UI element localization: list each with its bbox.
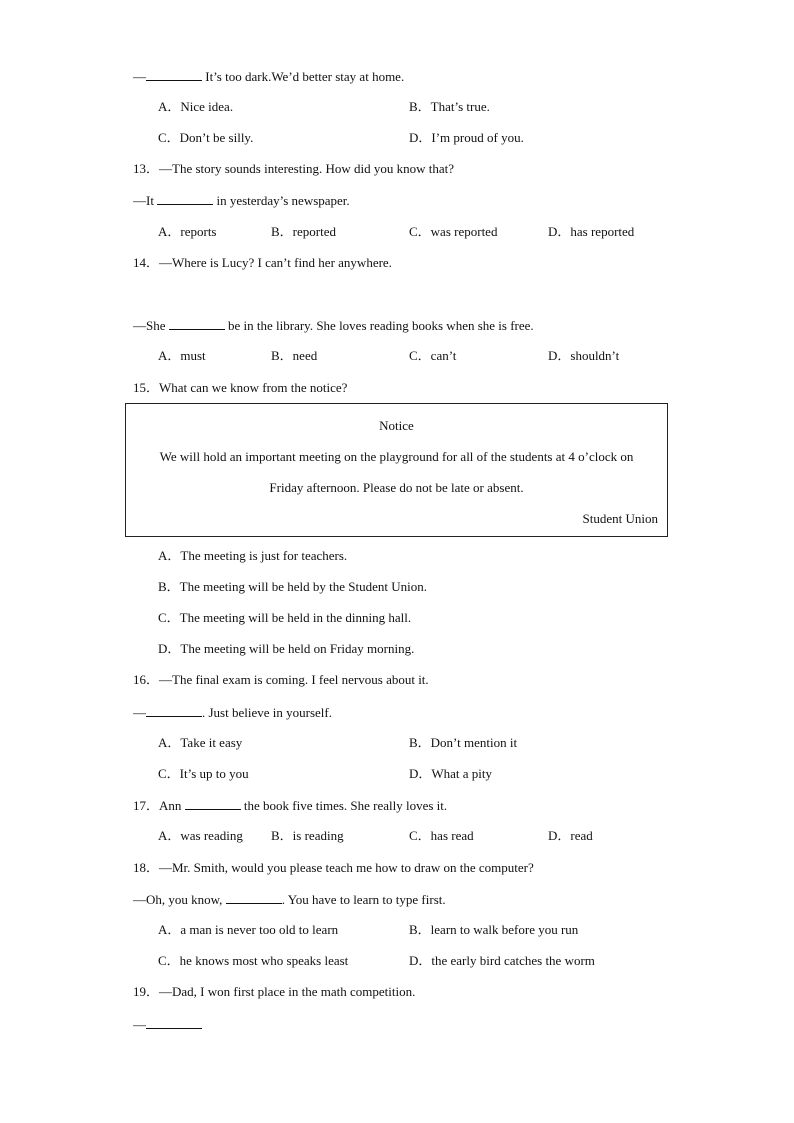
q17-option-b[interactable]: B．is reading [271, 828, 344, 843]
q13-option-b[interactable]: B．reported [271, 224, 336, 239]
q13-option-a[interactable]: A．reports [158, 224, 217, 239]
q16-option-b[interactable]: B．Don’t mention it [409, 735, 518, 750]
q16-question: 16．—The final exam is coming. I feel nervous about it. [133, 672, 429, 687]
q14-option-d[interactable]: D．shouldn’t [548, 348, 620, 363]
q14-question: 14．—Where is Lucy? I can’t find her anywhere. [133, 255, 392, 270]
q19-blank[interactable] [146, 1016, 202, 1029]
q17-question-prefix: 17．Ann [133, 798, 185, 813]
q13-answer-prefix: —It [133, 193, 158, 208]
q13-blank[interactable] [157, 192, 213, 205]
q14-option-c[interactable]: C．can’t [409, 348, 457, 363]
q17-blank[interactable] [185, 797, 241, 810]
q12-option-a[interactable]: A．Nice idea. [158, 99, 234, 114]
q13-answer-suffix: in yesterday’s newspaper. [213, 193, 350, 208]
q17-option-c[interactable]: C．has read [409, 828, 474, 843]
q16-answer-prefix: — [133, 705, 146, 720]
q18-answer-line [133, 891, 446, 908]
q16-option-a[interactable]: A．Take it easy [158, 735, 243, 750]
q15-question: 15．What can we know from the notice? [133, 380, 348, 395]
q16-blank[interactable] [146, 704, 202, 717]
q15-option-b[interactable]: B．The meeting will be held by the Student Union. [158, 579, 427, 594]
q14-option-a[interactable]: A．must [158, 348, 206, 363]
q18-option-b[interactable]: B．learn to walk before you run [409, 922, 579, 937]
q18-answer-suffix: . You have to learn to type first. [281, 892, 446, 907]
q12-blank[interactable] [146, 68, 202, 81]
q17-option-d[interactable]: D．read [548, 828, 593, 843]
q17-question [133, 797, 447, 814]
q12-option-c[interactable]: C．Don’t be silly. [158, 130, 254, 145]
q14-option-b[interactable]: B．need [271, 348, 318, 363]
q15-option-c[interactable]: C．The meeting will be held in the dinning hall. [158, 610, 412, 625]
q13-option-c[interactable]: C．was reported [409, 224, 498, 239]
q19-question: 19．—Dad, I won first place in the math competition. [133, 984, 416, 999]
q12-option-b[interactable]: B．That’s true. [409, 99, 490, 114]
q18-option-d[interactable]: D．the early bird catches the worm [409, 953, 595, 968]
q18-blank[interactable] [226, 891, 282, 904]
q14-answer-prefix: —She [133, 318, 169, 333]
q14-blank[interactable] [169, 317, 225, 330]
q19-answer-line [133, 1016, 202, 1033]
q17-question-suffix: the book five times. She really loves it. [240, 798, 448, 813]
q18-question: 18．—Mr. Smith, would you please teach me how to draw on the computer? [133, 860, 534, 875]
q13-option-d[interactable]: D．has reported [548, 224, 635, 239]
q12-answer-line [133, 68, 404, 85]
q14-answer-suffix: be in the library. She loves reading books when she is free. [224, 318, 534, 333]
notice-signature: Student Union [582, 511, 658, 526]
q13-question: 13．—The story sounds interesting. How did you know that? [133, 161, 454, 176]
q18-option-c[interactable]: C．he knows most who speaks least [158, 953, 349, 968]
q12-option-d[interactable]: D．I’m proud of you. [409, 130, 524, 145]
q18-answer-prefix: —Oh, you know, [133, 892, 226, 907]
q18-option-a[interactable]: A．a man is never too old to learn [158, 922, 339, 937]
notice-title: Notice [379, 418, 414, 433]
notice-line-2: Friday afternoon. Please do not be late or absent. [269, 480, 524, 495]
q15-option-a[interactable]: A．The meeting is just for teachers. [158, 548, 348, 563]
q16-option-d[interactable]: D．What a pity [409, 766, 493, 781]
q19-answer-prefix: — [133, 1017, 146, 1032]
q12-dash: — [133, 69, 146, 84]
q13-answer-line [133, 192, 350, 209]
q16-answer-suffix: . Just believe in yourself. [202, 705, 332, 720]
q15-option-d[interactable]: D．The meeting will be held on Friday morning. [158, 641, 415, 656]
q12-answer-text: It’s too dark.We’d better stay at home. [202, 69, 405, 84]
notice-line-1: We will hold an important meeting on the playground for all of the students at 4 o’clock on [159, 449, 634, 464]
notice-box [125, 403, 668, 537]
q14-answer-line [133, 317, 534, 334]
q16-option-c[interactable]: C．It’s up to you [158, 766, 249, 781]
q16-answer-line [133, 704, 332, 721]
q17-option-a[interactable]: A．was reading [158, 828, 243, 843]
